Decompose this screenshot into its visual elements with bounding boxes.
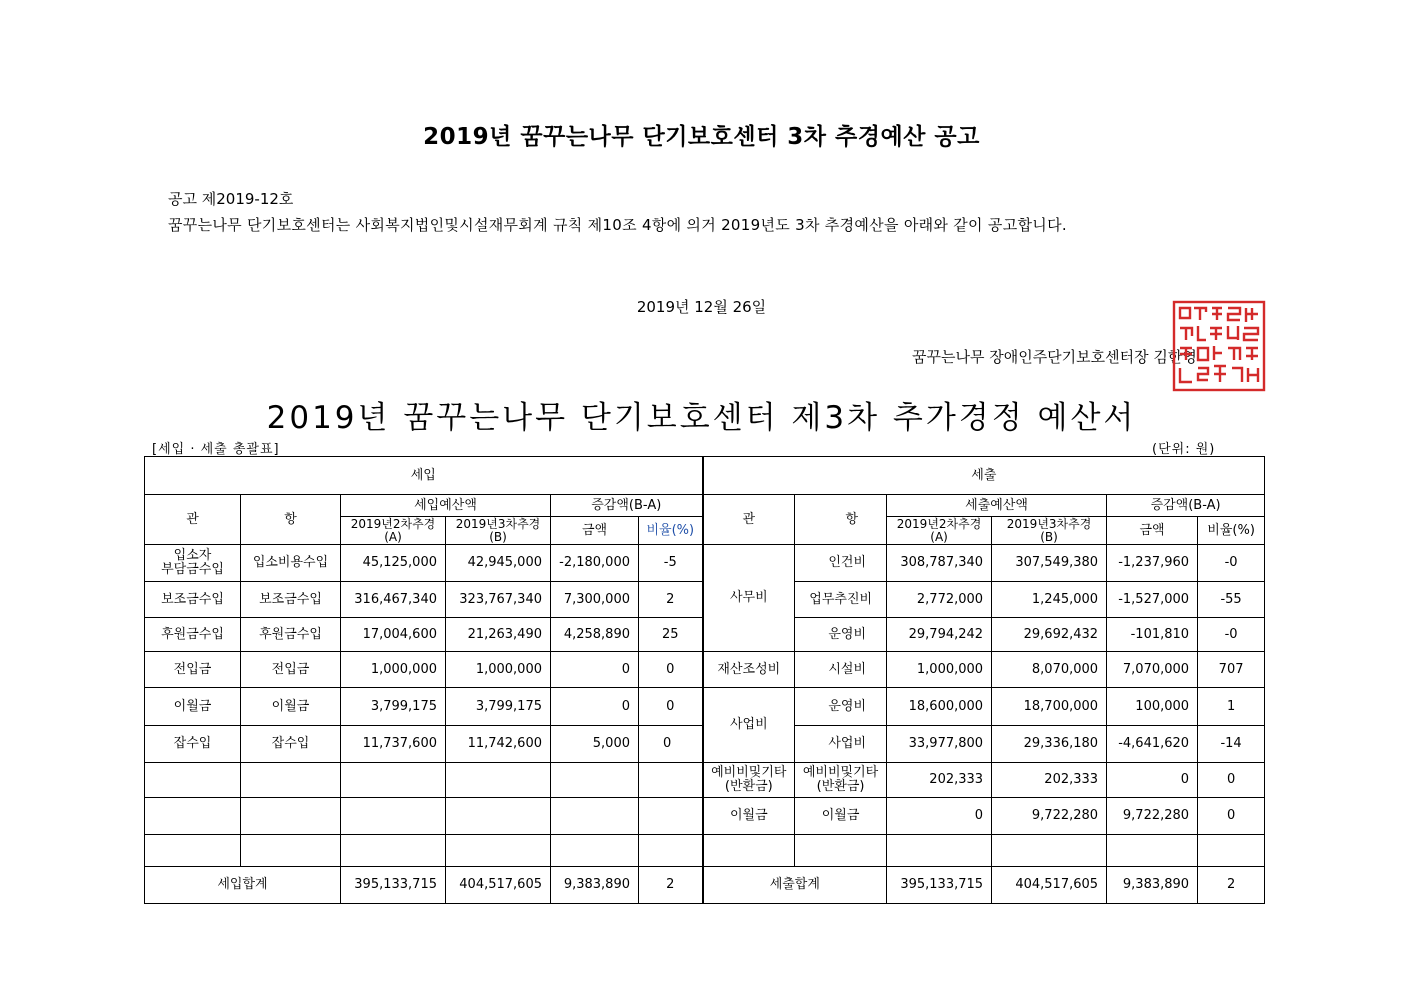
- expense-a-cell: 29,794,242: [887, 618, 992, 652]
- empty-cell: [639, 798, 703, 835]
- revenue-total-ratio: 2: [639, 867, 703, 904]
- empty-cell: [145, 835, 241, 867]
- expense-total-diff: 9,383,890: [1107, 867, 1198, 904]
- empty-cell: [341, 798, 446, 835]
- revenue-gwan-cell: 입소자 부담금수입: [145, 545, 241, 582]
- expense-hang-cell: 사업비: [795, 726, 887, 763]
- revenue-a-cell: 316,467,340: [341, 582, 446, 618]
- revenue-diff-cell: -2,180,000: [551, 545, 639, 582]
- revenue-diff-cell: 5,000: [551, 726, 639, 763]
- expense-col-b-header: 2019년3차추경 (B): [992, 517, 1107, 545]
- expense-diff-cell: 7,070,000: [1107, 652, 1198, 688]
- empty-cell: [241, 798, 341, 835]
- expense-b-cell: 29,336,180: [992, 726, 1107, 763]
- revenue-gwan-cell: 후원금수입: [145, 618, 241, 652]
- empty-cell: [1107, 835, 1198, 867]
- table-row: [145, 652, 1265, 688]
- empty-cell: [551, 763, 639, 798]
- expense-hang-cell: 인건비: [795, 545, 887, 582]
- expense-a-cell: 202,333: [887, 763, 992, 798]
- expense-ratio-cell: -0: [1198, 545, 1265, 582]
- revenue-b-cell: 323,767,340: [446, 582, 551, 618]
- signature: 꿈꾸는나무 장애인주단기보호센터장 김한영: [912, 348, 1197, 366]
- notice-title: 2019년 꿈꾸는나무 단기보호센터 3차 추경예산 공고: [423, 124, 980, 150]
- empty-cell: [446, 798, 551, 835]
- empty-cell: [887, 835, 992, 867]
- expense-hang-cell: 이월금: [795, 798, 887, 835]
- expense-b-cell: 202,333: [992, 763, 1107, 798]
- expense-ratio-cell: -55: [1198, 582, 1265, 618]
- revenue-ratio-cell: 0: [639, 726, 703, 763]
- revenue-gwan-cell: 잡수입: [145, 726, 241, 763]
- empty-cell: [446, 835, 551, 867]
- expense-hang-cell: 업무추진비: [795, 582, 887, 618]
- revenue-hang-cell: 이월금: [241, 688, 341, 726]
- expense-diff-cell: -1,527,000: [1107, 582, 1198, 618]
- revenue-diff-cell: 0: [551, 688, 639, 726]
- expense-budget-header: 세출예산액: [887, 495, 1107, 517]
- expense-ratio-cell: 0: [1198, 798, 1265, 835]
- revenue-col-b-header: 2019년3차추경 (B): [446, 517, 551, 545]
- expense-hang-cell: 시설비: [795, 652, 887, 688]
- empty-cell: [1198, 835, 1265, 867]
- budget-summary-table: [144, 456, 1265, 904]
- expense-ratio-cell: 707: [1198, 652, 1265, 688]
- totals-row: [145, 867, 1265, 904]
- expense-a-cell: 0: [887, 798, 992, 835]
- empty-cell: [241, 763, 341, 798]
- expense-b-cell: 1,245,000: [992, 582, 1107, 618]
- expense-total-label: 세출합계: [703, 867, 887, 904]
- revenue-a-cell: 3,799,175: [341, 688, 446, 726]
- expense-gwan-office: 사무비: [703, 545, 795, 652]
- expense-hang-cell: 운영비: [795, 688, 887, 726]
- revenue-ratio-cell: 0: [639, 652, 703, 688]
- expense-ratio-cell: -0: [1198, 618, 1265, 652]
- revenue-a-cell: 11,737,600: [341, 726, 446, 763]
- revenue-total-diff: 9,383,890: [551, 867, 639, 904]
- revenue-hang-cell: 잡수입: [241, 726, 341, 763]
- seal-icon: [1172, 300, 1266, 392]
- revenue-hang-cell: 입소비용수입: [241, 545, 341, 582]
- empty-cell: [241, 835, 341, 867]
- expense-diff-cell: -101,810: [1107, 618, 1198, 652]
- expense-amount-header: 금액: [1107, 517, 1198, 545]
- revenue-ratio-cell: 0: [639, 688, 703, 726]
- empty-cell: [145, 798, 241, 835]
- expense-gwan-business: 사업비: [703, 688, 795, 763]
- revenue-diff-cell: 7,300,000: [551, 582, 639, 618]
- expense-a-cell: 308,787,340: [887, 545, 992, 582]
- empty-cell: [551, 835, 639, 867]
- notice-date: 2019년 12월 26일: [636, 298, 767, 316]
- revenue-gwan-cell: 전입금: [145, 652, 241, 688]
- table-row: [145, 835, 1265, 867]
- expense-diff-header: 증감액(B-A): [1107, 495, 1265, 517]
- revenue-total-a: 395,133,715: [341, 867, 446, 904]
- expense-gwan-header: 관: [703, 495, 795, 545]
- revenue-diff-header: 증감액(B-A): [551, 495, 703, 517]
- revenue-header: 세입: [145, 457, 703, 495]
- empty-cell: [992, 835, 1107, 867]
- expense-b-cell: 307,549,380: [992, 545, 1107, 582]
- revenue-total-b: 404,517,605: [446, 867, 551, 904]
- expense-diff-cell: 9,722,280: [1107, 798, 1198, 835]
- expense-a-cell: 33,977,800: [887, 726, 992, 763]
- revenue-hang-header: 항: [241, 495, 341, 545]
- expense-gwan-reserve: 예비비및기타 (반환금): [703, 763, 795, 798]
- revenue-b-cell: 1,000,000: [446, 652, 551, 688]
- table-caption: [세입 · 세출 총괄표]: [152, 442, 280, 457]
- expense-b-cell: 8,070,000: [992, 652, 1107, 688]
- notice-body: 꿈꾸는나무 단기보호센터는 사회복지법인및시설재무회계 규칙 제10조 4항에 의거 2019년도 3차 추경예산을 아래와 같이 공고합니다.: [168, 216, 1067, 234]
- table-row: [145, 763, 1265, 798]
- expense-ratio-cell: -14: [1198, 726, 1265, 763]
- revenue-a-cell: 45,125,000: [341, 545, 446, 582]
- revenue-diff-cell: 4,258,890: [551, 618, 639, 652]
- expense-total-ratio: 2: [1198, 867, 1265, 904]
- table-row: [145, 688, 1265, 726]
- expense-a-cell: 1,000,000: [887, 652, 992, 688]
- expense-diff-cell: 0: [1107, 763, 1198, 798]
- revenue-b-cell: 42,945,000: [446, 545, 551, 582]
- revenue-ratio-cell: 25: [639, 618, 703, 652]
- expense-ratio-header: 비율(%): [1198, 517, 1265, 545]
- expense-hang-cell: 운영비: [795, 618, 887, 652]
- empty-cell: [551, 798, 639, 835]
- empty-cell: [145, 763, 241, 798]
- empty-cell: [639, 763, 703, 798]
- expense-b-cell: 18,700,000: [992, 688, 1107, 726]
- revenue-gwan-cell: 이월금: [145, 688, 241, 726]
- empty-cell: [795, 835, 887, 867]
- empty-cell: [703, 835, 795, 867]
- expense-b-cell: 29,692,432: [992, 618, 1107, 652]
- expense-col-a-header: 2019년2차추경 (A): [887, 517, 992, 545]
- expense-gwan-property: 재산조성비: [703, 652, 795, 688]
- document-title: 2019년 꿈꾸는나무 단기보호센터 제3차 추가경정 예산서: [266, 400, 1137, 436]
- expense-total-b: 404,517,605: [992, 867, 1107, 904]
- notice-number: 공고 제2019-12호: [168, 190, 294, 208]
- revenue-ratio-header: 비율(%): [639, 517, 703, 545]
- revenue-ratio-cell: -5: [639, 545, 703, 582]
- revenue-amount-header: 금액: [551, 517, 639, 545]
- expense-ratio-cell: 0: [1198, 763, 1265, 798]
- revenue-hang-cell: 후원금수입: [241, 618, 341, 652]
- expense-gwan-carryover: 이월금: [703, 798, 795, 835]
- expense-header: 세출: [703, 457, 1265, 495]
- revenue-a-cell: 17,004,600: [341, 618, 446, 652]
- revenue-gwan-cell: 보조금수입: [145, 582, 241, 618]
- revenue-gwan-header: 관: [145, 495, 241, 545]
- revenue-a-cell: 1,000,000: [341, 652, 446, 688]
- expense-diff-cell: 100,000: [1107, 688, 1198, 726]
- expense-diff-cell: -4,641,620: [1107, 726, 1198, 763]
- revenue-ratio-cell: 2: [639, 582, 703, 618]
- revenue-b-cell: 11,742,600: [446, 726, 551, 763]
- expense-hang-header: 항: [795, 495, 887, 545]
- revenue-b-cell: 3,799,175: [446, 688, 551, 726]
- expense-diff-cell: -1,237,960: [1107, 545, 1198, 582]
- revenue-hang-cell: 보조금수입: [241, 582, 341, 618]
- expense-ratio-cell: 1: [1198, 688, 1265, 726]
- revenue-diff-cell: 0: [551, 652, 639, 688]
- revenue-total-label: 세입합계: [145, 867, 341, 904]
- expense-b-cell: 9,722,280: [992, 798, 1107, 835]
- revenue-hang-cell: 전입금: [241, 652, 341, 688]
- revenue-col-a-header: 2019년2차추경 (A): [341, 517, 446, 545]
- table-row: [145, 798, 1265, 835]
- empty-cell: [341, 763, 446, 798]
- expense-a-cell: 2,772,000: [887, 582, 992, 618]
- revenue-budget-header: 세입예산액: [341, 495, 551, 517]
- expense-total-a: 395,133,715: [887, 867, 992, 904]
- empty-cell: [446, 763, 551, 798]
- expense-a-cell: 18,600,000: [887, 688, 992, 726]
- expense-hang-cell: 예비비및기타 (반환금): [795, 763, 887, 798]
- empty-cell: [341, 835, 446, 867]
- empty-cell: [639, 835, 703, 867]
- unit-label: (단위: 원): [1152, 442, 1216, 457]
- table-row: [145, 545, 1265, 582]
- revenue-b-cell: 21,263,490: [446, 618, 551, 652]
